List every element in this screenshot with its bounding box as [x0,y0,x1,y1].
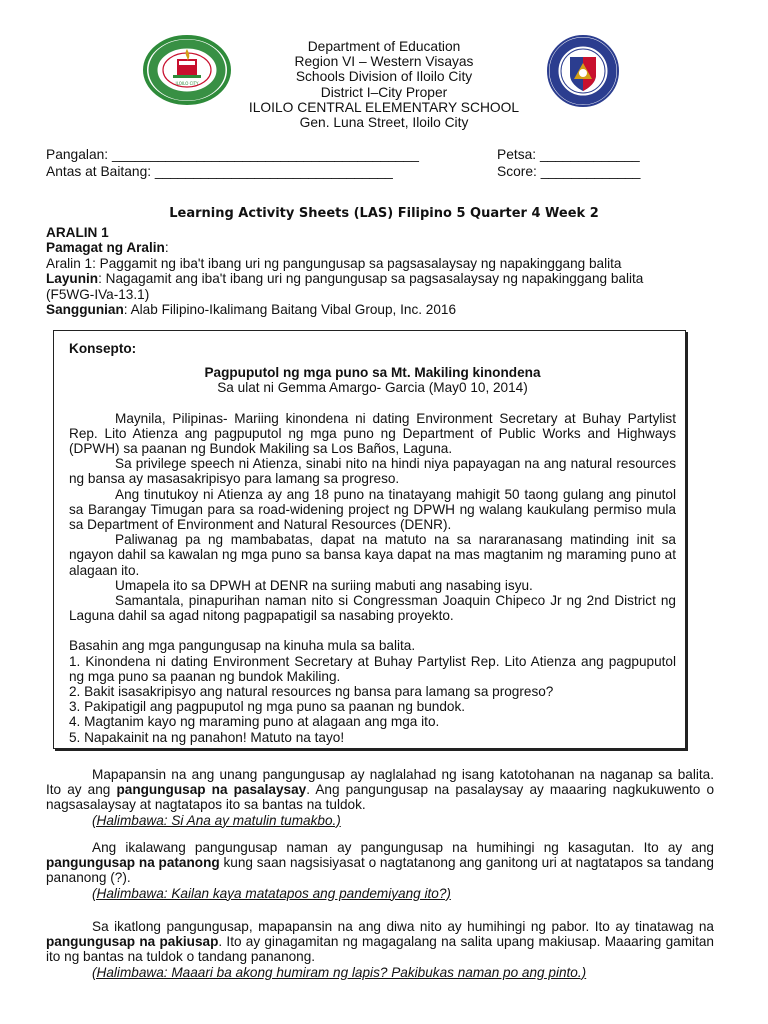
lesson-heading: ARALIN 1 [46,225,109,240]
example-pakiusap: (Halimbawa: Maaari ba akong humiram ng lapis? Pakibukas naman po ang pinto.) [92,964,587,980]
news-paragraph: Paliwanag pa ng mambabatas, dapat na matuto na sa nararanasang matinding init sa ngayon dahil sa kawalan ng mga puno sa bansa kaya dapat na mas magtanim ng maraming puno at alagaan ito. [69,532,676,578]
header-division: Schools Division of Iloilo City [295,69,473,85]
layunin-text: : Nagagamit ang iba't ibang uri ng pangungusap sa pagsasalaysay ng napakinggang balita [98,271,644,287]
sentence-item: 5. Napakainit na ng panahon! Matuto na tayo! [69,729,345,745]
pamagat-label: Pamagat ng Aralin [46,240,165,256]
explanation-text: Mapapansin na ang unang pangungusap ay naglalahad ng isang katotohanan na naganap sa balita. Ito ay ang [46,767,714,798]
name-field[interactable]: Pangalan: ________________________________________ [46,147,419,162]
explanation-pakiusap [46,919,714,980]
lesson-info [46,225,736,317]
sentence-item: 1. Kinondena ni dating Environment Secretary at Buhay Partylist Rep. Lito Atienza ang pagpuputol ng mga puno sa paanan ng bundok Makiling. [69,653,676,684]
explanation-text: kung saan nagsisiyasat o nagtatanong ang ganitong uri at nagtatapos sa tandang pananong (?). [46,855,714,886]
header-district: District I–City Proper [320,84,448,100]
header-department: Department of Education [307,39,461,54]
header-region: Region VI – Western Visayas [294,54,474,70]
term-patanong: pangungusap na patanong [46,855,220,871]
news-paragraph: Samantala, pinapurihan naman nito si Congressman Joaquin Chipeco Jr ng 2nd District ng Laguna dahil sa agad nitong pagpapatigil sa nasabing proyekto. [69,593,676,624]
sentence-item: 2. Bakit isasakripisyo ang natural resources ng bansa para lamang sa progreso? [69,684,554,700]
header [0,39,768,130]
score-field[interactable]: Score: _____________ [497,164,641,179]
lesson-aralin: Aralin 1: Paggamit ng iba't ibang uri ng pangungusap sa pagsasalaysay ng napakinggang balita [46,255,622,271]
explanation-text: Ang ikalawang pangungusap naman ay pangungusap na humihingi ng kasagutan. Ito ay ang [92,840,714,855]
pamagat-colon: : [164,240,169,256]
term-pakiusap: pangungusap na pakiusap [46,934,219,950]
sanggunian-text: : Alab Filipino-Ikalimang Baitang Vibal Group, Inc. 2016 [123,302,457,318]
layunin-label: Layunin [46,271,99,287]
sentence-item: 3. Pakipatigil ang pagpuputol ng mga puno sa paanan ng bundok. [69,699,466,715]
header-address: Gen. Luna Street, Iloilo City [299,115,469,131]
news-byline: Sa ulat ni Gemma Amargo- Garcia (May0 10, 2014) [217,380,528,396]
news-paragraph: Sa privilege speech ni Atienza, sinabi nito na hindi niya papayagan na ang natural resources ng bansa ay masasakripisyo para lamang sa progreso. [69,456,676,487]
news-paragraph: Umapela ito sa DPWH at DENR na suriing mabuti ang nasabing isyu. [115,577,533,593]
konsepto-box [53,330,686,749]
explanation-text: . Ito ay ginagamitan ng magagalang na salita upang makiusap. Maaaring gamitan ito ng bantas na tuldok o tandang pananong. [46,934,714,965]
competency-code: (F5WG-IVa-13.1) [46,286,150,302]
news-paragraph: Maynila, Pilipinas- Mariing kinondena ni dating Environment Secretary at Buhay Partylist Rep. Lito Atienza ang pagpuputol ng mga puno ng Department of Public Works and Highways (DPWH) sa paanan ng Bundok Makiling sa Los Baños, Laguna. [69,410,676,457]
header-school-name: ILOILO CENTRAL ELEMENTARY SCHOOL [248,99,520,115]
explanation-patanong [46,840,714,901]
grade-field[interactable]: Antas at Baitang: _______________________________ [46,164,393,179]
sentence-item: 4. Magtanim kayo ng maraming puno at alagaan ang mga ito. [69,714,440,730]
term-pasalaysay: pangungusap na pasalaysay [116,782,307,798]
date-field[interactable]: Petsa: _____________ [497,147,640,162]
example-pasalaysay: (Halimbawa: Si Ana ay matulin tumakbo.) [92,812,341,828]
explanation-text: Sa ikatlong pangungusap, mapapansin na ang diwa nito ay humihingi ng pabor. Ito ay tinatawag na [92,919,714,934]
konsepto-label: Konsepto: [69,341,137,356]
explanation-text: . Ang pangungusap na pasalaysay ay maaaring nagkukuwento o nagsasalaysay at nagtatapos ito sa bantas na tuldok. [46,782,715,813]
sanggunian-label: Sanggunian [46,302,124,318]
news-paragraph: Ang tinutukoy ni Atienza ay ang 18 puno na tinatayang mahigit 50 taong gulang ang pinutol sa Barangay Timugan para sa road-widening project ng DPWH ng walang kaukulang permiso mula sa Department of Environment and Natural Resources (DENR). [69,486,676,533]
page-title: Learning Activity Sheets (LAS) Filipino 5 Quarter 4 Week 2 [169,206,599,221]
explanation-pasalaysay [46,767,714,828]
school-logo-text: ILOILO CITY [175,81,199,86]
read-prompt: Basahin ang mga pangungusap na kinuha mula sa balita. [69,638,416,654]
news-headline: Pagpuputol ng mga puno sa Mt. Makiling kinondena [204,365,541,381]
example-patanong: (Halimbawa: Kailan kaya matatapos ang pandemiyang ito?) [92,885,451,901]
